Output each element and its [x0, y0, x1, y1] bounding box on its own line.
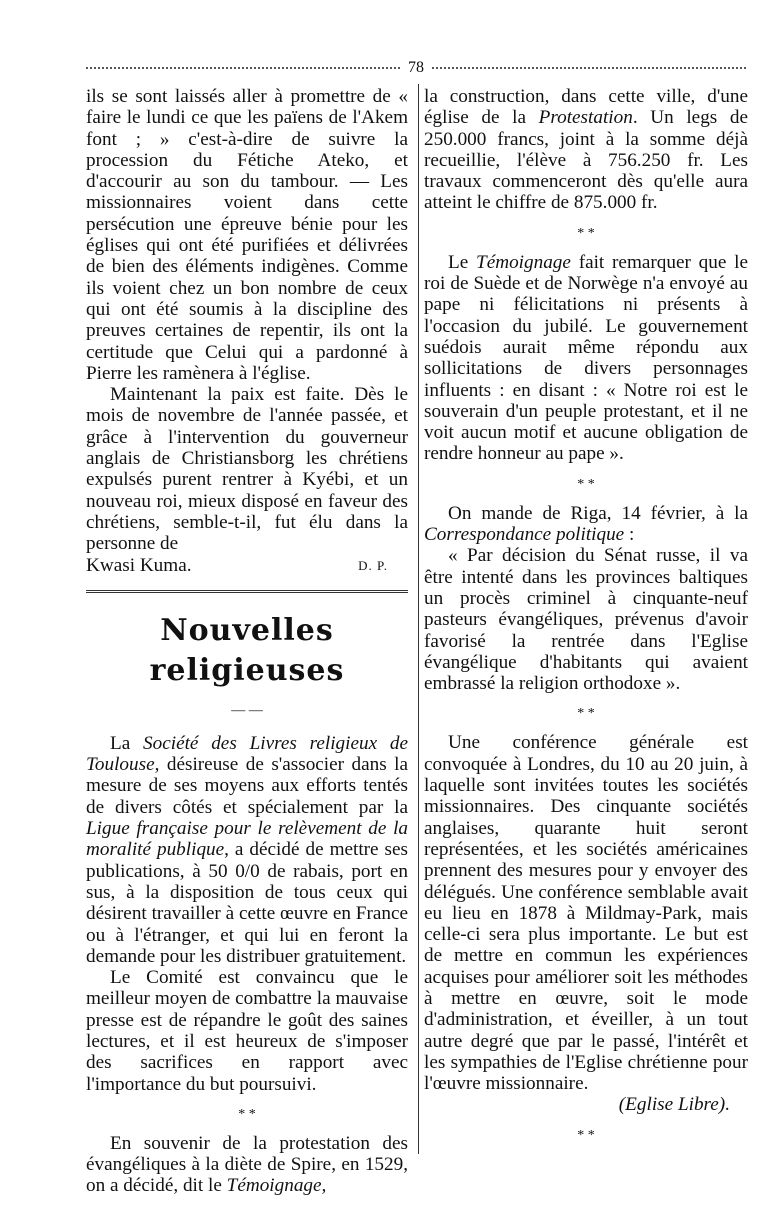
left-paragraph-3-post: , a décidé de mettre ses publications, à 50 0/0 de rabais, port en sus, à la disposition de tous ceux qui désirent travailler à cette œuvre en France ou à l'étranger, et qui lui en feront la demande pour les distribuer gratuitement. — [86, 839, 409, 967]
page-number: 78 — [408, 59, 424, 76]
signature-line-text: Kwasi Kuma. — [86, 554, 192, 576]
left-paragraph-3-italic-1: Société des Livres religieux de Toulouse — [86, 732, 408, 776]
left-paragraph-2: Maintenant la paix est faite. Dès le mois de novembre de l'année passée, et grâce à l'intervention du gouverneur anglais de Christiansborg les chrétiens expulsés purent rentrer à Kyébi, et un nouveau roi, mieux disposé en faveur des chrétiens, semble-t-il, fut élu dans la personne de — [86, 384, 408, 555]
left-paragraph-5-italic: Témoignage, — [226, 1175, 327, 1197]
left-paragraph-4: Le Comité est convaincu que le meilleur moyen de combattre la mauvaise presse est de répandre le goût des saines lectures, et il est heureux de s'imposer des sacrifices en rapport avec l'importance du but poursuivi. — [86, 967, 408, 1095]
right-paragraph-2-pre: Le — [448, 251, 477, 273]
right-paragraph-1 — [424, 86, 748, 214]
signature-initials: D. P. — [358, 557, 388, 573]
left-paragraph-1: ils se sont laissés aller à promettre de « faire le lundi ce que les païens de l'Akem font ; » c'est-à-dire de suivre la procession du Fétiche Ateko, et d'accourir au son du tambour. — Les missionnaires voient dans cette persécution une épreuve bénie pour les églises qui ont été purifiées et délivrées de bien des éléments indigènes. Comme ils voient chez un bon nombre de ceux qui ont été soumis à la discipline des preuves certaines de repentir, ils ont la certitude que Celui qui a pardonné à Pierre les ramènera à l'église. — [86, 86, 408, 384]
left-paragraph-3-italic-2: Ligue française pour le relèvement de la moralité publique — [86, 818, 408, 861]
right-paragraph-1-post: . Un legs de 250.000 francs, joint à la somme déjà recueillie, l'élève à 756.250 fr. Les travaux commenceront dès qu'elle aura atteint le chiffre de 875.000 fr. — [424, 107, 748, 214]
separator-asterisks: * * — [577, 476, 595, 492]
right-column — [424, 86, 748, 1154]
right-paragraph-3-pre: On mande de Riga, 14 février, à la — [448, 502, 748, 524]
right-paragraph-2-italic: Témoignage — [476, 251, 571, 273]
left-column — [86, 86, 408, 1197]
right-paragraph-1-italic: Protestation — [538, 107, 633, 129]
separator-asterisks: * * — [577, 706, 595, 722]
header-rule-right — [432, 67, 746, 69]
right-paragraph-5: Une conférence générale est convoquée à Londres, du 10 au 20 juin, à laquelle sont invitées toutes les sociétés missionnaires. Des cinquante sociétés anglaises, quarante huit seront représentées, et les sociétés américaines prennent des mesures pour y envoyer des délégués. Une conférence semblable avait eu lieu en 1878 à Mildmay-Park, mais celle-ci sera plus importante. Le but est de mettre en commun les expériences acquises pour améliorer soit les méthodes à mettre en œuvre, soit le mode d'administration, et éveiller, à un tout autre degré que par le passé, l'intérêt et les sympathies de l'Eglise chrétienne pour l'œuvre missionnaire. — [424, 732, 748, 1095]
source-attribution — [424, 1094, 748, 1115]
left-paragraph-5 — [86, 1133, 408, 1197]
right-paragraph-1-pre: la construction, dans cette ville, d'une église de la — [424, 86, 748, 129]
section-rule — [86, 590, 408, 593]
header-rule-left — [86, 67, 400, 69]
page-header — [86, 58, 746, 78]
left-paragraph-5-pre: En souvenir de la protestation des évangéliques à la diète de Spire, en 1529, on a décidé, dit le — [86, 1132, 408, 1197]
signature-line — [86, 555, 408, 576]
left-paragraph-3-pre: La — [110, 732, 144, 754]
right-paragraph-3 — [424, 503, 748, 546]
source-attribution-text: (Eglise Libre). — [618, 1094, 730, 1116]
title-dash: — — — [231, 702, 263, 718]
left-paragraph-3 — [86, 733, 408, 967]
separator-asterisks: * * — [238, 1106, 256, 1122]
right-paragraph-3-post: : — [624, 524, 635, 546]
right-paragraph-2 — [424, 252, 748, 465]
right-paragraph-3-italic: Correspondance politique — [424, 524, 625, 546]
section-title: Nouvelles religieuses — [149, 612, 345, 688]
separator-asterisks: * * — [577, 1127, 595, 1143]
separator-asterisks: * * — [577, 225, 595, 241]
column-divider — [418, 84, 419, 1154]
right-paragraph-4: « Par décision du Sénat russe, il va être intenté dans les provinces baltiques un procès criminel à cinquante-neuf pasteurs évangéliques, prévenus d'avoir favorisé la rentrée dans l'Eglise évangélique d'habitants qui avaient embrassé la religion orthodoxe ». — [424, 545, 748, 695]
right-paragraph-2-post: fait remarquer que le roi de Suède et de Norwège n'a envoyé au pape ni félicitations ni présents à l'occasion du jubilé. Le gouvernement suédois aurait même répondu aux sollicitations de divers personnages influents : en disant : « Notre roi est le souverain d'un peuple protestant, et il ne voit aucun motif et aucune obligation de rendre honneur au pape ». — [424, 251, 748, 465]
left-paragraph-3-mid: , désireuse de s'associer dans la mesure de ses moyens aux efforts tentés de divers côtés et spécialement par la — [86, 754, 408, 818]
